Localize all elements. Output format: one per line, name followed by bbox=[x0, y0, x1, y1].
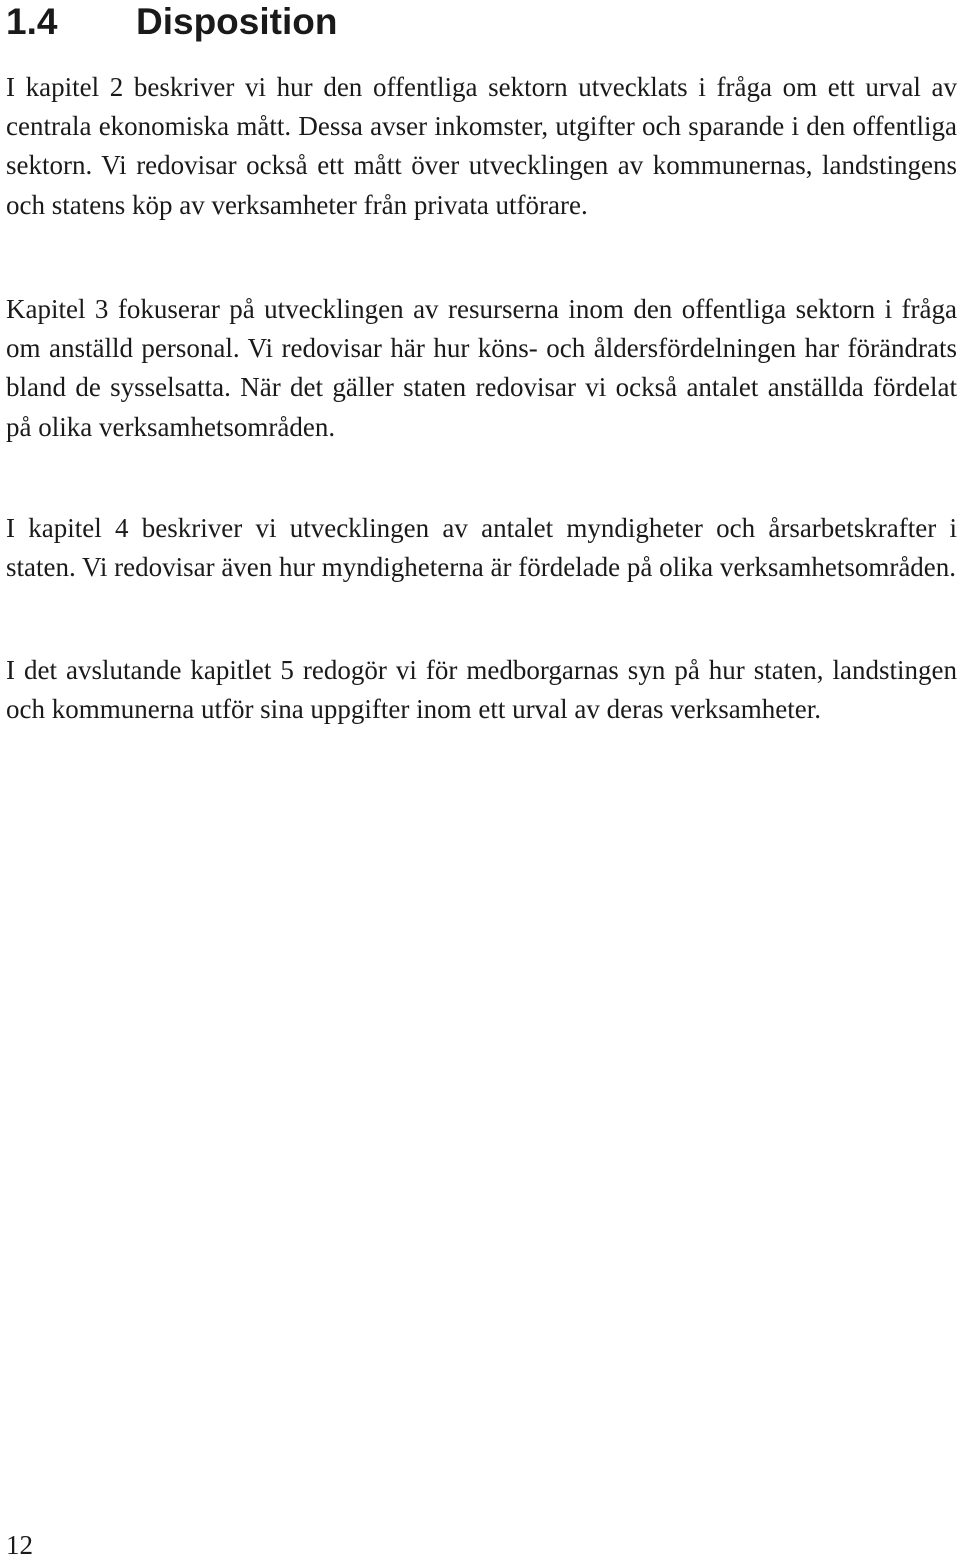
section-heading bbox=[6, 0, 337, 44]
paragraph-chapter-3: Kapitel 3 fokuserar på utvecklingen av resurserna inom den offentliga sektorn i fråga om anställd personal. Vi redovisar här hur köns- och åldersfördelningen har förändrats bland de sysselsatta. När det gäller staten redovisar vi också antalet anställda fördelat på olika verksamhetsområden. bbox=[6, 294, 957, 442]
paragraph-chapter-2: I kapitel 2 beskriver vi hur den offentliga sektorn utvecklats i fråga om ett urval av centrala ekonomiska mått. Dessa avser inkomster, utgifter och sparande i den offentliga sektorn. Vi redovisar också ett mått över utvecklingen av kommunernas, landstingens och statens köp av verksamheter från privata utförare. bbox=[6, 72, 957, 220]
page-number: 12 bbox=[6, 1530, 33, 1560]
paragraph-chapter-4: I kapitel 4 beskriver vi utvecklingen av antalet myndigheter och årsarbetskrafter i staten. Vi redovisar även hur myndigheterna är fördelade på olika verksamhetsområden. bbox=[6, 513, 957, 583]
section-title: Disposition bbox=[136, 1, 338, 42]
section-number: 1.4 bbox=[6, 1, 58, 42]
paragraph-chapter-5: I det avslutande kapitlet 5 redogör vi för medborgarnas syn på hur staten, landstingen och kommunerna utför sina uppgifter inom ett urval av deras verksamheter. bbox=[6, 655, 957, 725]
